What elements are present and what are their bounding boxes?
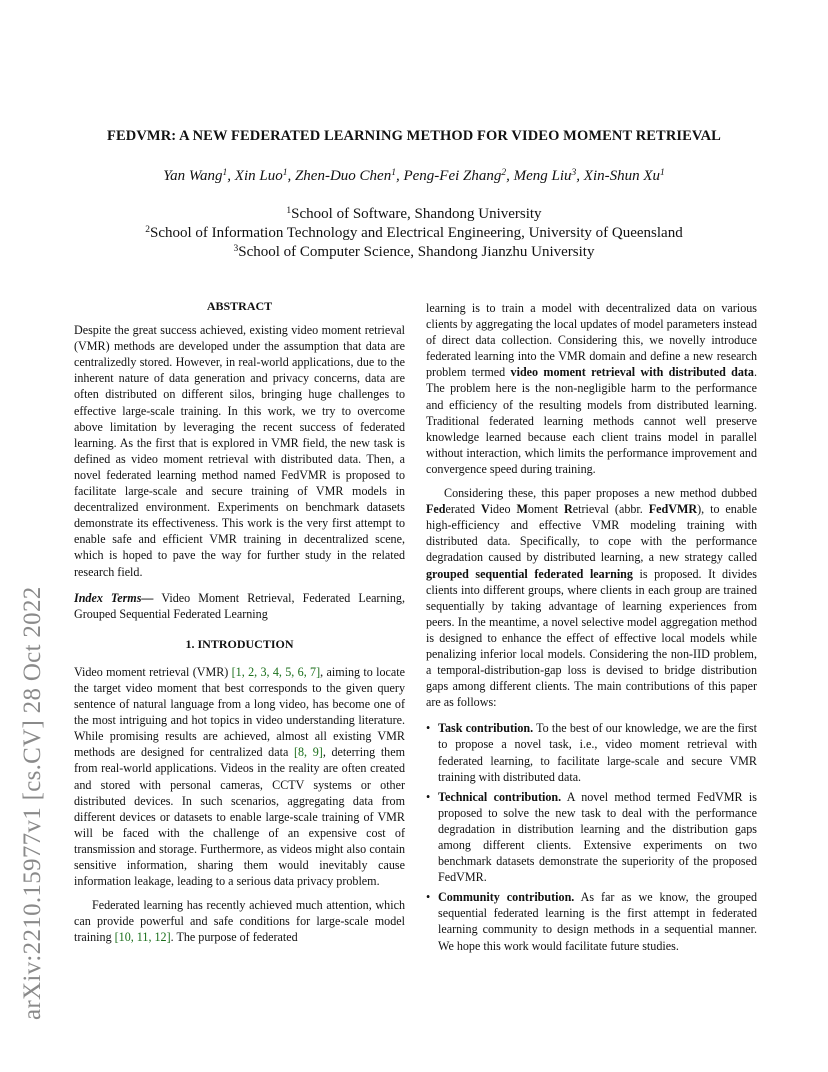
right-column — [426, 300, 757, 958]
paper-title: FEDVMR: A NEW FEDERATED LEARNING METHOD FOR VIDEO MOMENT RETRIEVAL — [107, 128, 721, 144]
left-column — [74, 298, 405, 945]
bold-term: FedVMR — [648, 502, 698, 517]
author: Xin Luo$^1$, — [234, 168, 295, 184]
index-terms-label: Index Terms— — [74, 590, 154, 605]
affiliation: $^1$School of Software, Shandong University — [286, 206, 542, 222]
index-terms — [74, 590, 405, 622]
intro-paragraph-3: learning is to train a model with decentralized data on various clients by aggregating the local updates of model parameters instead of direct data collection. Considering this, we novelly introduce federated learning into the VMR domain and define a new research problem termed video moment retrieval with distributed data. The problem here is the non-negligible harm to the performance and efficiency of the resulting models from distributed learning. Traditional federated learning methods cannot well preserve knowledge learned because each client trains model in parallel without interaction, which limits the performance improvement and convergence speed during training. — [426, 301, 757, 476]
abstract-text: Despite the great success achieved, existing video moment retrieval (VMR) methods are developed under the assumption that data are centralizedly stored. However, in real-world applications, due to the inherent nature of data generation and privacy concerns, data are often distributed on different silos, bringing huge challenges to effective large-scale training. In this work, we try to overcome above limitation by leveraging the recent success of federated learning. As the first that is explored in VMR field, the new task is defined as video moment retrieval with distributed data. Then, a novel federated learning method named FedVMR is proposed to facilitate large-scale and secure training of VMR models in decentralized environment. Experiments on benchmark datasets demonstrate its effectiveness. This work is the very first attempt to enable safe and efficient VMR training in decentralized scene, which is hoped to pave the way for further study in the related research field. — [74, 323, 405, 579]
affiliation-list — [40, 205, 788, 262]
list-item: • Community contribution. As far as we know, the grouped sequential federated learning is the first attempt in federated learning community to design methods in a sequential manner. We hope this work would facilitate future studies. — [426, 890, 757, 953]
index-terms-text: Video Moment Retrieval, Federated Learning, Grouped Sequential Federated Learning — [74, 590, 405, 621]
citation-link[interactable]: [1, 2, 3, 4, 5, 6, 7] — [231, 664, 321, 679]
author: Yan Wang$^1$, — [163, 168, 235, 184]
bullet-icon: • — [426, 890, 431, 905]
author: Peng-Fei Zhang$^2$, — [403, 168, 514, 184]
bold-term: grouped sequential federated learning — [426, 566, 633, 581]
list-item: • Task contribution. To the best of our knowledge, we are the first to propose a novel task, i.e., video moment retrieval with federated learning, to facilitate large-scale and secure VMR training with distributed data. — [426, 721, 757, 784]
author: Xin-Shun Xu$^1$ — [583, 168, 665, 184]
bold-term: video moment retrieval with distributed data — [510, 365, 754, 380]
intro-paragraph-4: Considering these, this paper proposes a new method dubbed Federated Video Moment Retrieval (abbr. FedVMR), to enable high-efficiency and effective VMR modeling training with distributed data. Specifically, to cope with the performance degradation caused by distributed learning, a new strategy called grouped sequential federated learning is proposed. It divides clients into different groups, where clients in each group are trained sequentially by taking advantage of learning experiences from peers. In the meantime, a novel selective model aggregation method is designed to enhance the effect of effective local models while penalizing inferior local models. Considering the non-IID problem, a temporal-distribution-gap loss is devised to bridge distribution gaps among different clients. The main contributions of this paper are as follows: — [426, 486, 757, 710]
affiliation: $^2$School of Information Technology and Electrical Engineering, University of Queensland — [145, 225, 683, 241]
author: Zhen-Duo Chen$^1$, — [294, 168, 404, 184]
bullet-icon: • — [426, 721, 431, 736]
list-item: • Technical contribution. A novel method termed FedVMR is proposed to solve the new task to deal with the performance degradation in distribution learning and the distribution gaps among different clients. Extensive experiments on two benchmark datasets demonstrate the superiority of the proposed FedVMR. — [426, 789, 757, 885]
author-list — [40, 168, 788, 185]
intro-heading: 1. INTRODUCTION — [185, 636, 294, 651]
abstract-heading: ABSTRACT — [206, 299, 273, 313]
intro-paragraph-2: Federated learning has recently achieved much attention, which can provide powerful and safe conditions for large-scale model training [10, 11, 12]. The purpose of federated — [74, 898, 405, 945]
citation-link[interactable]: [8, 9] — [293, 745, 323, 760]
contribution-list — [426, 720, 757, 953]
intro-paragraph-1: Video moment retrieval (VMR) [1, 2, 3, 4, 5, 6, 7], aiming to locate the target video moment that best corresponds to the given query sentence of natural language from a long video, has become one of the most intriguing and hot topics in video understanding literature. While promising results are achieved, almost all existing VMR methods are designed for centralized data [8, 9], deterring them from real-world applications. Videos in the reality are often created and stored with personal cameras, CCTV systems or other distributed devices. In such scenarios, aggregating data from different devices or datasets to enable large-scale training of VMR will be faced with the challenge of an expensive cost of transmission and storage. Furthermore, as videos might also contain sensitive information, sharing them would inevitably cause information leakage, leading to a serious data privacy problem. — [74, 664, 406, 889]
bullet-icon: • — [426, 789, 431, 804]
author: Meng Liu$^3$, — [513, 168, 584, 184]
affiliation: $^3$School of Computer Science, Shandong Jianzhu University — [233, 244, 595, 260]
arxiv-stamp-text: arXiv:2210.15977v1 [cs.CV] 28 Oct 2022 — [19, 586, 46, 1020]
citation-link[interactable]: [10, 11, 12] — [114, 930, 171, 945]
